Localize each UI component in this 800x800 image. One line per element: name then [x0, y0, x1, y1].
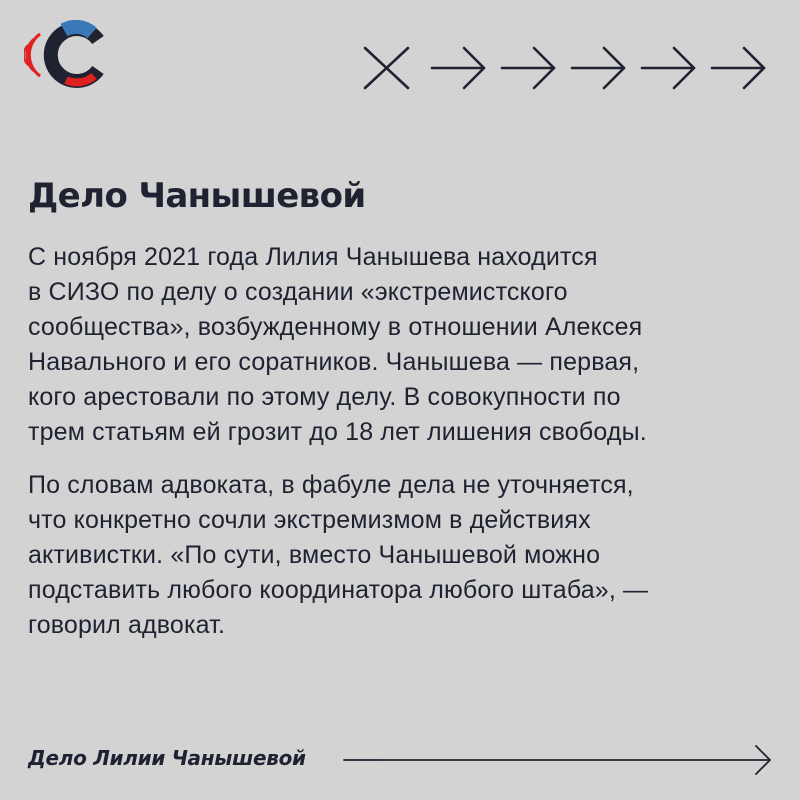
arrow-right-icon[interactable]: [502, 48, 554, 88]
article-body: [28, 240, 778, 661]
arrow-right-icon[interactable]: [432, 48, 484, 88]
arrow-right-icon[interactable]: [572, 48, 624, 88]
footer-series-label: Дело Лилии Чанышевой: [28, 746, 306, 770]
long-arrow-right-icon[interactable]: [340, 742, 776, 778]
arrow-right-icon[interactable]: [712, 48, 764, 88]
article-title: Дело Чанышевой: [28, 176, 366, 216]
arrow-right-icon[interactable]: [642, 48, 694, 88]
slide-navigation: [360, 40, 772, 96]
article-paragraph: С ноября 2021 года Лилия Чанышева находится в СИЗО по делу о создании «экстремистского сообщества», возбужденному в отношении Алексея Навального и его соратников. Чанышева — первая, кого арестовали по этому делу. В совокупности по трем статьям ей грозит до 18 лет лишения свободы.: [28, 243, 647, 446]
article-paragraph: По словам адвоката, в фабуле дела не уточняется, что конкретно сочли экстремизмом в действиях активистки. «По сути, вместо Чанышевой можно подставить любого координатора любого штаба», — говорил адвокат.: [28, 471, 649, 639]
brand-logo: [24, 20, 110, 90]
close-icon[interactable]: [365, 48, 408, 88]
